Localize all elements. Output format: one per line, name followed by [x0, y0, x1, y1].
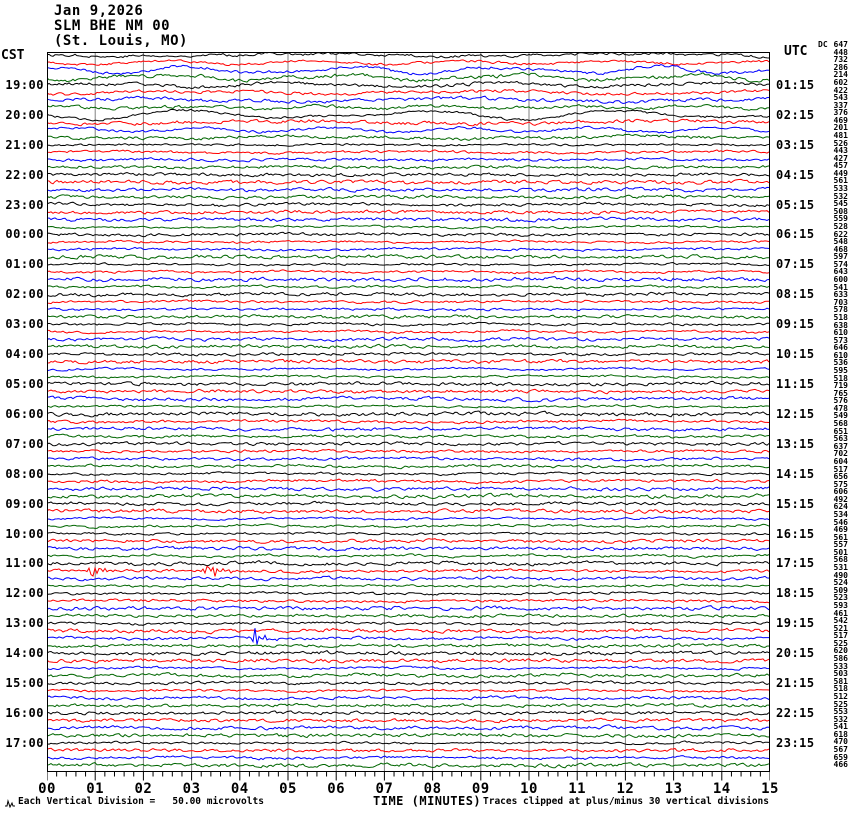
dc-offset-value: 546: [833, 517, 848, 527]
seismic-trace: [47, 554, 769, 559]
dc-offset-value: 542: [833, 616, 848, 626]
dc-offset-value: 470: [833, 737, 848, 747]
clip-note: Traces clipped at plus/minus 30 vertical divisions: [483, 796, 769, 807]
x-axis-tick-label: 10: [520, 781, 538, 797]
dc-offset-value: 466: [833, 760, 848, 770]
dc-offset-value: 765: [833, 388, 848, 398]
seismic-trace: [47, 158, 769, 162]
dc-offset-value: 201: [833, 123, 848, 133]
seismic-trace: [47, 337, 769, 342]
seismic-trace: [47, 165, 769, 169]
dc-offset-value: 518: [833, 312, 848, 322]
dc-offset-value: 573: [833, 335, 848, 345]
dc-offset-value: 567: [833, 744, 848, 754]
seismic-trace: [47, 673, 769, 678]
seismic-trace: [47, 65, 769, 75]
utc-hour-label: 19:15: [776, 616, 815, 630]
dc-offset-value: 610: [833, 350, 848, 360]
seismic-trace: [47, 756, 769, 760]
seismic-trace: [47, 352, 769, 356]
seismic-trace: [47, 566, 769, 576]
cst-hour-label: 05:00: [5, 377, 44, 391]
seismic-trace: [47, 703, 769, 707]
dc-offset-value: 286: [833, 62, 848, 72]
dc-offset-value: 597: [833, 252, 848, 262]
seismic-trace: [47, 711, 769, 715]
dc-offset-value: 508: [833, 206, 848, 216]
seismic-trace: [47, 546, 769, 551]
dc-offset-value: 427: [833, 153, 848, 163]
dc-offset-value: 602: [833, 77, 848, 87]
dc-offset-value: 543: [833, 93, 848, 103]
seismic-trace: [47, 292, 769, 297]
header-date: Jan 9,2026: [54, 3, 144, 19]
dc-offset-value: 525: [833, 699, 848, 709]
dc-offset-value: 422: [833, 85, 848, 95]
cst-hour-label: 14:00: [5, 646, 44, 660]
seismic-trace: [47, 240, 769, 244]
seismic-trace: [47, 381, 769, 386]
seismic-trace: [47, 119, 769, 126]
utc-hour-label: 14:15: [776, 467, 815, 481]
dc-offset-value: 523: [833, 593, 848, 603]
dc-offset-value: 593: [833, 600, 848, 610]
dc-offset-value: 610: [833, 328, 848, 337]
seismic-trace: [47, 442, 769, 446]
cst-hour-label: 10:00: [5, 527, 44, 541]
seismic-trace: [47, 681, 769, 685]
dc-offset-value: 478: [833, 403, 848, 413]
dc-offset-value: 561: [833, 176, 848, 186]
cst-hour-label: 15:00: [5, 676, 44, 690]
seismic-trace: [47, 396, 769, 402]
x-axis-tick-label: 05: [279, 781, 297, 797]
seismic-trace: [47, 419, 769, 424]
dc-offset-value: 531: [833, 563, 848, 572]
dc-offset-value: 481: [833, 131, 848, 140]
cst-hour-label: 19:00: [5, 78, 44, 92]
dc-offset-value: 575: [833, 479, 848, 489]
seismic-trace: [47, 405, 769, 408]
seismic-trace: [47, 628, 769, 633]
seismic-trace: [47, 344, 769, 348]
dc-offset-value: 518: [833, 684, 848, 694]
utc-hour-label: 16:15: [776, 527, 815, 541]
seismic-trace: [47, 659, 769, 664]
dc-offset-value: 620: [833, 646, 848, 656]
seismic-trace: [47, 179, 769, 184]
utc-hour-label: 12:15: [776, 407, 815, 421]
x-axis-tick-label: 08: [423, 781, 442, 797]
seismic-trace: [47, 524, 769, 529]
utc-hour-label: 01:15: [776, 78, 815, 92]
dc-offset-value: 533: [833, 661, 848, 671]
dc-offset-value: 646: [833, 343, 848, 353]
dc-offset-value: 606: [833, 487, 848, 497]
x-axis-tick-label: 11: [568, 781, 587, 797]
seismic-trace: [47, 427, 769, 431]
seismic-trace: [47, 217, 769, 222]
seismic-trace: [47, 576, 769, 581]
dc-offset-value: 518: [833, 373, 848, 383]
utc-hour-label: 20:15: [776, 646, 815, 660]
utc-hour-label: 09:15: [776, 317, 815, 331]
seismic-trace: [47, 96, 769, 103]
seismic-trace: [47, 263, 769, 267]
seismic-trace: [47, 532, 769, 535]
dc-offset-value: 509: [833, 585, 848, 595]
dc-offset-value: 545: [833, 199, 848, 209]
utc-hour-label: 17:15: [776, 556, 815, 570]
seismic-trace: [47, 109, 769, 121]
seismic-trace: [47, 285, 769, 289]
helicorder-plot: [47, 52, 770, 785]
dc-offset-value: 528: [833, 221, 848, 231]
dc-offset-value: 541: [833, 282, 848, 292]
seismic-trace: [47, 232, 769, 236]
seismic-trace: [47, 225, 769, 229]
seismic-trace: [47, 90, 769, 96]
x-axis-tick-label: 13: [664, 781, 683, 797]
seismic-trace: [47, 464, 769, 469]
seismic-trace: [47, 501, 769, 506]
seismic-trace: [47, 644, 769, 648]
cst-hour-label: 17:00: [5, 736, 44, 750]
dc-offset-value: 521: [833, 623, 848, 633]
cst-hour-label: 11:00: [5, 556, 44, 570]
x-axis-tick-label: 15: [761, 781, 779, 797]
utc-hour-label: 18:15: [776, 586, 815, 600]
seismic-trace: [47, 434, 769, 438]
dc-offset-value: 503: [833, 669, 848, 679]
seismic-trace: [47, 173, 769, 177]
dc-offset-value: 536: [833, 358, 848, 368]
utc-hour-label: 06:15: [776, 227, 815, 241]
seismic-trace: [47, 315, 769, 319]
utc-hour-label: 23:15: [776, 736, 815, 750]
seismic-trace: [47, 487, 769, 492]
seismic-trace: [47, 81, 769, 88]
dc-offset-value: 576: [833, 396, 848, 406]
seismic-trace: [47, 134, 769, 140]
utc-hour-label: 05:15: [776, 198, 815, 212]
utc-hour-label: 21:15: [776, 676, 815, 690]
dc-offset-value: 578: [833, 305, 848, 315]
cst-hour-label: 16:00: [5, 706, 44, 720]
utc-hour-label: 15:15: [776, 497, 815, 511]
dc-offset-value: 532: [833, 714, 848, 724]
cst-hour-label: 23:00: [5, 198, 44, 212]
seismic-trace: [47, 733, 769, 737]
header-station: SLM BHE NM 00: [54, 18, 171, 34]
dc-offset-value: 553: [833, 707, 848, 716]
x-axis-tick-label: 09: [471, 781, 490, 797]
x-axis-tick-label: 02: [134, 781, 153, 797]
seismic-trace: [47, 763, 769, 768]
seismic-trace: [47, 509, 769, 514]
dc-offset-value: 512: [833, 691, 848, 701]
dc-offset-value: 637: [833, 441, 848, 451]
seismic-trace: [47, 741, 769, 745]
cst-hour-label: 21:00: [5, 138, 44, 152]
dc-offset-value: 443: [833, 146, 848, 156]
dc-offset-value: 574: [833, 259, 848, 269]
dc-offset-value: 618: [833, 729, 848, 739]
x-axis-tick-label: 06: [327, 781, 346, 797]
dc-offset-value: 568: [833, 555, 848, 565]
dc-offset-value: 534: [833, 510, 848, 519]
dc-offset-value: 526: [833, 138, 848, 148]
utc-hour-label: 11:15: [776, 377, 815, 391]
dc-offset-value: 561: [833, 532, 848, 542]
dc-offset-value: 457: [833, 161, 848, 171]
seismic-trace: [47, 389, 769, 394]
x-axis-tick-label: 14: [712, 781, 731, 797]
cst-hour-label: 22:00: [5, 168, 44, 182]
utc-hour-label: 02:15: [776, 108, 815, 122]
cst-hour-label: 04:00: [5, 347, 44, 361]
dc-offset-value: 703: [833, 297, 848, 307]
dc-offset-value: 719: [833, 381, 848, 391]
seismic-trace: [47, 126, 769, 133]
dc-offset-value: 525: [833, 638, 848, 648]
dc-offset-value: 633: [833, 290, 848, 300]
seismic-trace: [47, 666, 769, 670]
seismic-trace: [47, 359, 769, 364]
seismic-trace: [47, 411, 769, 417]
seismic-trace: [47, 561, 769, 566]
seismic-trace: [47, 592, 769, 596]
seismic-trace: [47, 195, 769, 200]
utc-hour-label: 04:15: [776, 168, 815, 182]
logo-squiggle-icon: [5, 799, 16, 808]
dc-offset-value: 448: [833, 47, 848, 57]
plot-border: [48, 53, 770, 772]
dc-offset-value: 622: [833, 229, 848, 239]
cst-hour-label: 09:00: [5, 497, 44, 511]
dc-offset-value: 581: [833, 676, 848, 686]
seismic-trace: [47, 599, 769, 603]
cst-hour-label: 02:00: [5, 287, 44, 301]
dc-offset-value: 337: [833, 100, 848, 110]
dc-offset-value: 595: [833, 365, 848, 375]
utc-hour-label: 08:15: [776, 287, 815, 301]
seismic-trace: [47, 651, 769, 656]
seismic-trace: [47, 202, 769, 206]
utc-hour-label: 10:15: [776, 347, 815, 361]
x-axis-title: TIME (MINUTES): [373, 794, 482, 808]
x-axis-tick-label: 07: [375, 781, 394, 797]
seismic-trace: [47, 187, 769, 192]
x-axis-tick-label: 12: [616, 781, 635, 797]
dc-offset-value: 656: [833, 472, 848, 482]
seismic-trace: [47, 725, 769, 730]
seismic-trace: [47, 696, 769, 700]
cst-hour-label: 00:00: [5, 227, 44, 241]
dc-offset-value: 586: [833, 654, 848, 663]
cst-hour-label: 20:00: [5, 108, 44, 122]
dc-offset-value: 604: [833, 456, 848, 466]
dc-offset-value: 549: [833, 411, 848, 421]
seismic-trace: [47, 606, 769, 611]
dc-offset-value: 490: [833, 570, 848, 580]
seismic-trace: [47, 150, 769, 154]
cst-hour-label: 01:00: [5, 257, 44, 271]
scale-note: Each Vertical Division = 50.00 microvolts: [18, 796, 264, 807]
seismic-trace: [47, 255, 769, 260]
dc-offset-value: 548: [833, 237, 848, 247]
seismic-trace: [47, 104, 769, 110]
dc-offset-value: 559: [833, 214, 848, 224]
cst-axis-label: CST: [1, 48, 25, 63]
x-axis-tick-label: 01: [86, 781, 105, 797]
seismic-trace: [47, 539, 769, 544]
seismic-trace: [47, 247, 769, 251]
seismic-trace: [47, 718, 769, 722]
dc-offset-value: 732: [833, 55, 848, 65]
cst-hour-label: 13:00: [5, 616, 44, 630]
dc-offset-value: 461: [833, 608, 848, 618]
dc-offset-value: 469: [833, 115, 848, 125]
utc-hour-label: 13:15: [776, 437, 815, 451]
dc-offset-value: 638: [833, 320, 848, 330]
dc-offset-value: 643: [833, 267, 848, 277]
dc-offset-value: 651: [833, 426, 848, 436]
seismic-trace: [47, 748, 769, 752]
x-axis-tick-label: 04: [230, 781, 249, 797]
header-location: (St. Louis, MO): [54, 33, 188, 49]
seismic-trace: [47, 270, 769, 274]
cst-hour-label: 08:00: [5, 467, 44, 481]
dc-offset-value: 568: [833, 419, 848, 428]
dc-offset-value: 557: [833, 540, 848, 550]
cst-hour-label: 07:00: [5, 437, 44, 451]
dc-offset-value: 563: [833, 434, 848, 444]
x-axis-tick-label: 00: [38, 781, 56, 797]
utc-axis-label: UTC: [784, 44, 808, 59]
dc-offset-value: 468: [833, 244, 848, 254]
dc-offset-value: 376: [833, 108, 848, 118]
seismic-trace: [47, 449, 769, 453]
utc-hour-label: 22:15: [776, 706, 815, 720]
utc-hour-label: 03:15: [776, 138, 815, 152]
dc-offset-value: 541: [833, 722, 848, 732]
seismic-trace: [47, 330, 769, 334]
dc-offset-value: 532: [833, 191, 848, 201]
x-axis-tick-label: 03: [182, 781, 201, 797]
seismic-trace: [47, 367, 769, 371]
cst-hour-label: 12:00: [5, 586, 44, 600]
dc-offset-value: 449: [833, 168, 848, 178]
dc-offset-value: 533: [833, 184, 848, 193]
seismic-trace: [47, 479, 769, 484]
seismic-trace: [47, 621, 769, 625]
seismic-trace: [47, 614, 769, 618]
dc-offset-value: 492: [833, 494, 848, 504]
seismic-trace: [47, 210, 769, 215]
dc-offset-value: 501: [833, 547, 848, 557]
seismic-trace: [47, 689, 769, 693]
seismic-trace: [47, 493, 769, 498]
dc-offset-value: 517: [833, 631, 848, 641]
dc-offset-value: 624: [833, 502, 848, 512]
cst-hour-label: 03:00: [5, 317, 44, 331]
dc-offset-value: 469: [833, 525, 848, 535]
dc-offset-value: 702: [833, 449, 848, 459]
seismic-trace: [47, 322, 769, 326]
dc-offset-value: 524: [833, 578, 848, 588]
dc-offset-value: 517: [833, 464, 848, 474]
seismic-trace: [47, 517, 769, 521]
seismic-trace: [47, 472, 769, 476]
dc-offset-value: 659: [833, 752, 848, 762]
seismic-trace: [47, 143, 769, 146]
cst-hour-label: 06:00: [5, 407, 44, 421]
dc-column-header: DC: [818, 40, 828, 49]
seismic-trace: [47, 584, 769, 587]
dc-offset-value: 214: [833, 70, 848, 80]
seismic-trace: [47, 300, 769, 304]
seismic-trace: [47, 375, 769, 379]
dc-offset-value: 600: [833, 275, 848, 284]
dc-offset-value: 647: [833, 40, 848, 49]
seismic-trace: [47, 457, 769, 461]
seismic-trace: [47, 52, 769, 58]
seismic-trace: [47, 277, 769, 282]
seismic-trace: [47, 308, 769, 311]
utc-hour-label: 07:15: [776, 257, 815, 271]
